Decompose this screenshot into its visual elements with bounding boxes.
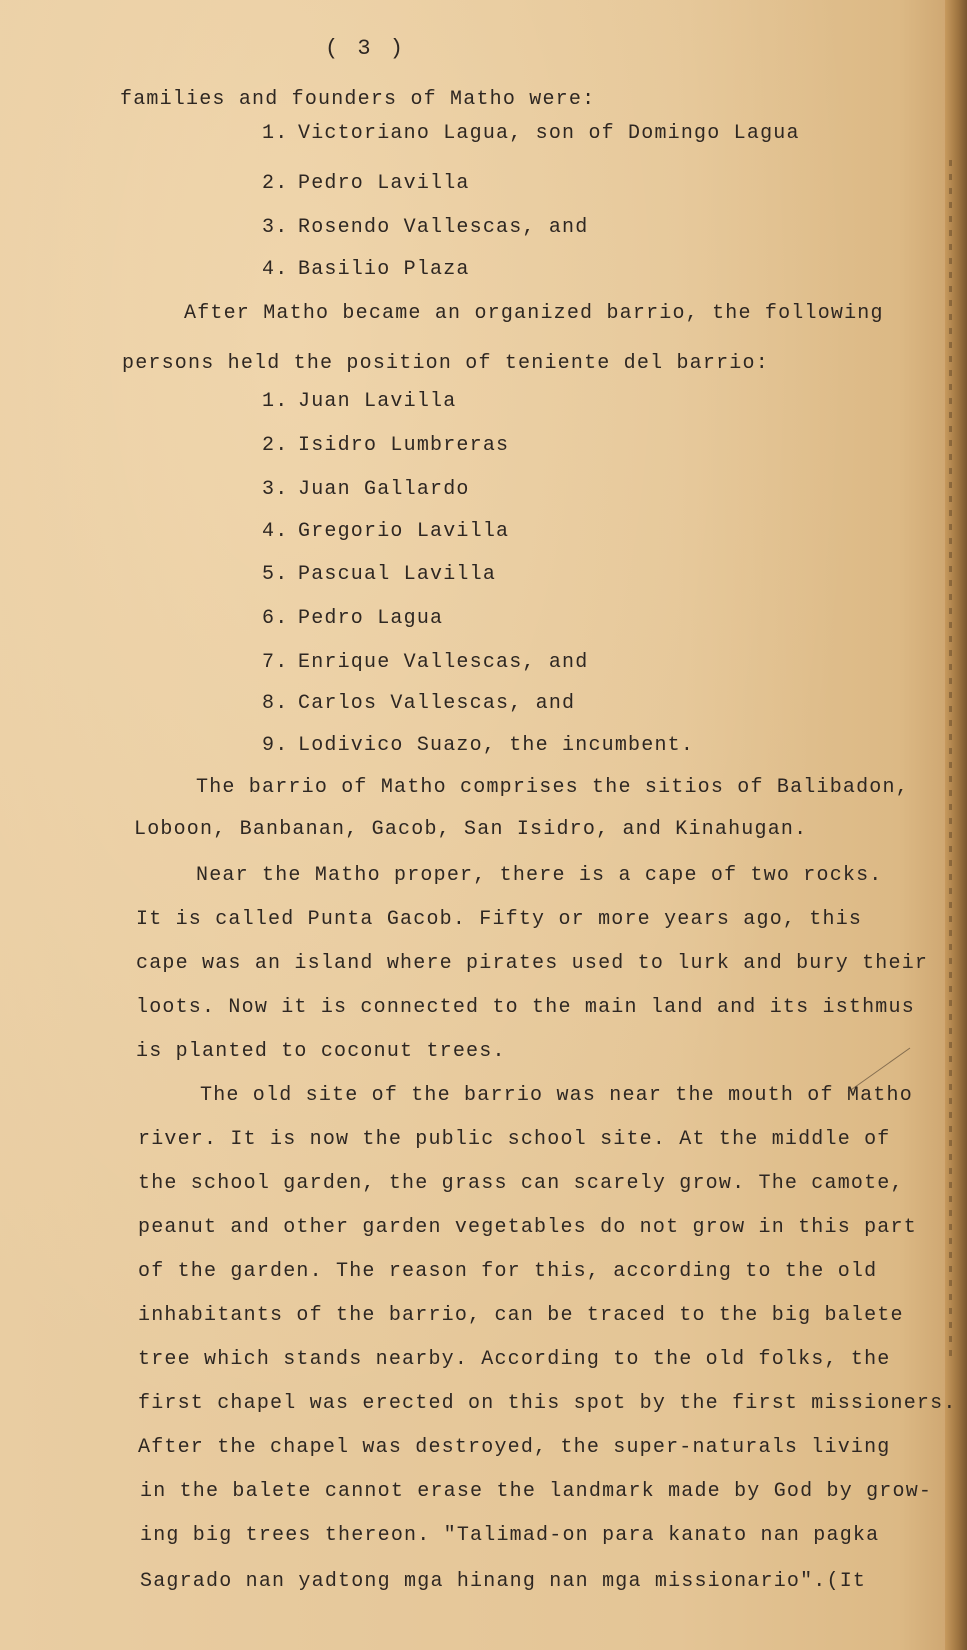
paragraph-line: the school garden, the grass can scarely grow. The camote,	[138, 1172, 904, 1195]
paragraph-line: The old site of the barrio was near the mouth of Matho	[200, 1084, 913, 1107]
list-text: Juan Lavilla	[298, 390, 457, 413]
list-number: 4.	[262, 258, 289, 281]
teniente-item	[262, 390, 456, 413]
teniente-item	[262, 607, 443, 630]
paragraph-line: first chapel was erected on this spot by the first missioners.	[138, 1392, 957, 1415]
list-text: Isidro Lumbreras	[298, 434, 510, 457]
list-text: Rosendo Vallescas, and	[298, 216, 589, 239]
list-number: 2.	[262, 434, 289, 457]
list-text: Gregorio Lavilla	[298, 520, 510, 543]
tenientes-intro-line: persons held the position of teniente del barrio:	[122, 352, 769, 375]
list-number: 3.	[262, 478, 289, 501]
paragraph-line: of the garden. The reason for this, according to the old	[138, 1260, 878, 1283]
paragraph-line: Sagrado nan yadtong mga hinang nan mga missionario".(It	[140, 1570, 867, 1593]
teniente-item	[262, 692, 575, 715]
paragraph-line: After the chapel was destroyed, the super-naturals living	[138, 1436, 891, 1459]
list-text: Lodivico Suazo, the incumbent.	[298, 734, 695, 757]
paragraph-line: Near the Matho proper, there is a cape of two rocks.	[196, 864, 883, 887]
list-number: 1.	[262, 122, 289, 145]
paragraph-line: in the balete cannot erase the landmark made by God by grow-	[140, 1480, 933, 1503]
paragraph-line: The barrio of Matho comprises the sitios of Balibadon,	[196, 776, 909, 799]
list-text: Pascual Lavilla	[298, 563, 497, 586]
list-text: Pedro Lavilla	[298, 172, 470, 195]
list-text: Juan Gallardo	[298, 478, 470, 501]
list-number: 2.	[262, 172, 289, 195]
list-text: Carlos Vallescas, and	[298, 692, 576, 715]
list-number: 5.	[262, 563, 289, 586]
teniente-item	[262, 520, 509, 543]
founder-item	[262, 172, 470, 195]
paragraph-line: is planted to coconut trees.	[136, 1040, 506, 1063]
paragraph-line: loots. Now it is connected to the main land and its isthmus	[136, 996, 915, 1019]
paragraph-line: inhabitants of the barrio, can be traced to the big balete	[138, 1304, 904, 1327]
list-text: Basilio Plaza	[298, 258, 470, 281]
list-number: 8.	[262, 692, 289, 715]
list-number: 4.	[262, 520, 289, 543]
intro-line: families and founders of Matho were:	[120, 88, 596, 111]
list-text: Victoriano Lagua, son of Domingo Lagua	[298, 122, 800, 145]
teniente-item	[262, 563, 496, 586]
pencil-mark-icon	[840, 1040, 920, 1100]
teniente-item	[262, 478, 470, 501]
paragraph-line: river. It is now the public school site. At the middle of	[138, 1128, 891, 1151]
list-number: 7.	[262, 651, 289, 674]
teniente-item	[262, 434, 509, 457]
founder-item	[262, 122, 800, 145]
paragraph-line: peanut and other garden vegetables do not grow in this part	[138, 1216, 917, 1239]
teniente-item	[262, 651, 588, 674]
founder-item	[262, 216, 588, 239]
tenientes-intro-line: After Matho became an organized barrio, the following	[184, 302, 884, 325]
paragraph-line: tree which stands nearby. According to the old folks, the	[138, 1348, 891, 1371]
list-text: Pedro Lagua	[298, 607, 444, 630]
paragraph-line: cape was an island where pirates used to lurk and bury their	[136, 952, 929, 975]
page-number: ( 3 )	[325, 36, 407, 61]
teniente-item	[262, 734, 694, 757]
founder-item	[262, 258, 470, 281]
list-number: 6.	[262, 607, 289, 630]
list-text: Enrique Vallescas, and	[298, 651, 589, 674]
paragraph-line: Loboon, Banbanan, Gacob, San Isidro, and Kinahugan.	[134, 818, 808, 841]
list-number: 1.	[262, 390, 289, 413]
list-number: 3.	[262, 216, 289, 239]
paragraph-line: It is called Punta Gacob. Fifty or more years ago, this	[136, 908, 863, 931]
list-number: 9.	[262, 734, 289, 757]
paragraph-line: ing big trees thereon. "Talimad-on para kanato nan pagka	[140, 1524, 880, 1547]
